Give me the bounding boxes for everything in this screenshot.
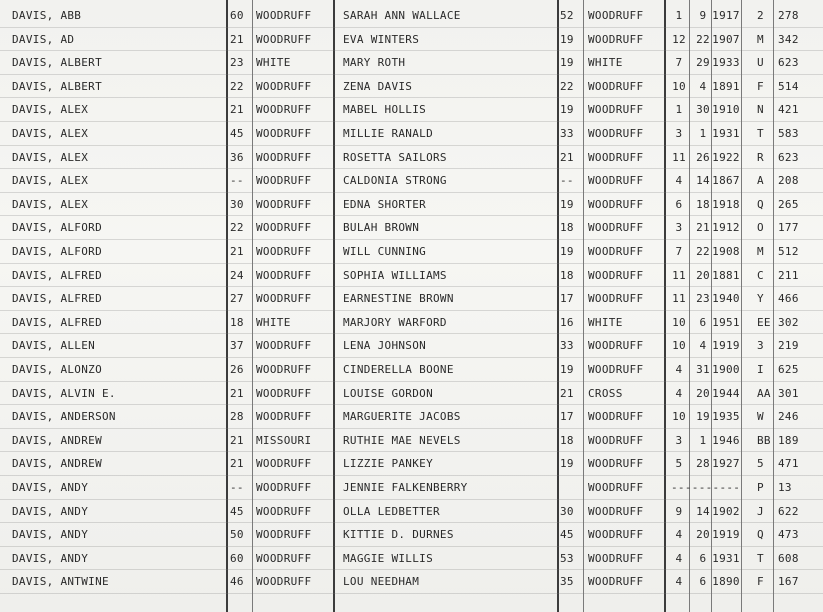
bride-residence: WOODRUFF bbox=[588, 197, 644, 211]
bride-name: LOUISE GORDON bbox=[343, 386, 433, 400]
groom-age: 24 bbox=[230, 268, 244, 282]
table-row bbox=[0, 334, 823, 358]
table-row bbox=[0, 476, 823, 500]
marriage-year: 1890 bbox=[712, 575, 740, 589]
groom-age: 50 bbox=[230, 528, 244, 542]
book-letter: W bbox=[757, 410, 764, 424]
bride-residence: WOODRUFF bbox=[588, 245, 644, 258]
book-letter: 5 bbox=[757, 457, 764, 471]
book-letter: I bbox=[757, 363, 764, 376]
bride-age: 17 bbox=[560, 292, 574, 306]
groom-age: 21 bbox=[230, 103, 244, 117]
book-letter: AA bbox=[757, 386, 771, 400]
bride-name: BULAH BROWN bbox=[343, 221, 420, 235]
bride-residence: WOODRUFF bbox=[588, 339, 644, 353]
marriage-day: 30 bbox=[696, 103, 710, 117]
groom-residence: WOODRUFF bbox=[256, 127, 312, 140]
book-letter: J bbox=[757, 504, 764, 518]
marriage-year: 1922 bbox=[712, 150, 740, 164]
bride-age: 17 bbox=[560, 410, 574, 424]
bride-name: ZENA DAVIS bbox=[343, 79, 413, 93]
bride-residence: WOODRUFF bbox=[588, 433, 644, 447]
page-number: 608 bbox=[778, 551, 799, 565]
row-rule bbox=[0, 593, 823, 594]
table-row bbox=[0, 311, 823, 335]
groom-name: DAVIS, ANDREW bbox=[12, 457, 102, 471]
table-row bbox=[0, 287, 823, 311]
bride-age: 19 bbox=[560, 197, 574, 211]
bride-age: 45 bbox=[560, 528, 574, 542]
bride-age: 53 bbox=[560, 551, 574, 565]
bride-residence: WOODRUFF bbox=[588, 9, 644, 22]
marriage-day: 9 bbox=[699, 9, 707, 22]
groom-name: DAVIS, ALFRED bbox=[12, 315, 102, 329]
marriage-month: 11 bbox=[672, 150, 686, 164]
groom-name: DAVIS, ALEX bbox=[12, 127, 89, 140]
groom-age: 28 bbox=[230, 410, 244, 424]
marriage-day: 4 bbox=[699, 339, 707, 353]
groom-age: -- bbox=[230, 481, 244, 494]
groom-residence: WOODRUFF bbox=[256, 197, 312, 211]
page-number: 623 bbox=[778, 56, 799, 70]
marriage-month: 1 bbox=[675, 103, 683, 117]
marriage-year: 1946 bbox=[712, 433, 740, 447]
marriage-day: 4 bbox=[699, 79, 707, 93]
groom-name: DAVIS, ALONZO bbox=[12, 363, 102, 376]
marriage-month: 4 bbox=[675, 174, 683, 188]
groom-residence: WOODRUFF bbox=[256, 363, 312, 376]
marriage-day: 6 bbox=[699, 315, 707, 329]
marriage-month: 10 bbox=[672, 315, 686, 329]
book-letter: U bbox=[757, 56, 764, 70]
groom-residence: WOODRUFF bbox=[256, 150, 312, 164]
book-letter: F bbox=[757, 575, 764, 589]
bride-name: LENA JOHNSON bbox=[343, 339, 427, 353]
bride-residence: WOODRUFF bbox=[588, 221, 644, 235]
bride-residence: WOODRUFF bbox=[588, 103, 644, 117]
marriage-day: 22 bbox=[696, 245, 710, 258]
marriage-year: 1927 bbox=[712, 457, 740, 471]
marriage-day: 18 bbox=[696, 197, 710, 211]
marriage-day: 19 bbox=[696, 410, 710, 424]
groom-age: 22 bbox=[230, 79, 244, 93]
page-number: 514 bbox=[778, 79, 799, 93]
page-number: 189 bbox=[778, 433, 799, 447]
marriage-day: 21 bbox=[696, 221, 710, 235]
table-row bbox=[0, 405, 823, 429]
bride-name: MARY ROTH bbox=[343, 56, 406, 70]
book-letter: P bbox=[757, 481, 764, 494]
groom-name: DAVIS, ALEX bbox=[12, 103, 89, 117]
page-number: 208 bbox=[778, 174, 799, 188]
groom-age: 46 bbox=[230, 575, 244, 589]
groom-age: -- bbox=[230, 174, 244, 188]
groom-name: DAVIS, ALFRED bbox=[12, 268, 102, 282]
bride-name: SOPHIA WILLIAMS bbox=[343, 268, 447, 282]
marriage-month: ---------- bbox=[671, 481, 741, 494]
marriage-year: 1902 bbox=[712, 504, 740, 518]
groom-name: DAVIS, ALFORD bbox=[12, 245, 102, 258]
table-row bbox=[0, 4, 823, 28]
book-letter: Y bbox=[757, 292, 764, 306]
marriage-day: 6 bbox=[699, 575, 707, 589]
bride-residence: WOODRUFF bbox=[588, 292, 644, 306]
bride-name: EARNESTINE BROWN bbox=[343, 292, 454, 306]
bride-name: MARGUERITE JACOBS bbox=[343, 410, 461, 424]
groom-name: DAVIS, ANDREW bbox=[12, 433, 102, 447]
marriage-day: 23 bbox=[696, 292, 710, 306]
marriage-month: 12 bbox=[672, 32, 686, 46]
book-letter: M bbox=[757, 32, 764, 46]
table-row bbox=[0, 122, 823, 146]
bride-name: EVA WINTERS bbox=[343, 32, 420, 46]
marriage-day: 20 bbox=[696, 268, 710, 282]
marriage-year: 1919 bbox=[712, 528, 740, 542]
page-number: 625 bbox=[778, 363, 799, 376]
groom-age: 22 bbox=[230, 221, 244, 235]
bride-age: 18 bbox=[560, 221, 574, 235]
groom-name: DAVIS, ALEX bbox=[12, 174, 89, 188]
marriage-month: 11 bbox=[672, 268, 686, 282]
bride-name: LOU NEEDHAM bbox=[343, 575, 420, 589]
table-row bbox=[0, 264, 823, 288]
table-row bbox=[0, 51, 823, 75]
groom-residence: WOODRUFF bbox=[256, 268, 312, 282]
marriage-year: 1951 bbox=[712, 315, 740, 329]
bride-residence: WOODRUFF bbox=[588, 457, 644, 471]
marriage-month: 7 bbox=[675, 245, 683, 258]
marriage-month: 11 bbox=[672, 292, 686, 306]
groom-age: 36 bbox=[230, 150, 244, 164]
marriage-year: 1918 bbox=[712, 197, 740, 211]
groom-residence: WHITE bbox=[256, 315, 291, 329]
groom-name: DAVIS, ALFORD bbox=[12, 221, 102, 235]
groom-name: DAVIS, ABB bbox=[12, 9, 82, 22]
groom-age: 30 bbox=[230, 197, 244, 211]
bride-name: RUTHIE MAE NEVELS bbox=[343, 433, 461, 447]
page-number: 246 bbox=[778, 410, 799, 424]
book-letter: 3 bbox=[757, 339, 764, 353]
groom-age: 60 bbox=[230, 551, 244, 565]
bride-name: LIZZIE PANKEY bbox=[343, 457, 433, 471]
bride-residence: WOODRUFF bbox=[588, 127, 644, 140]
bride-name: CINDERELLA BOONE bbox=[343, 363, 454, 376]
book-letter: O bbox=[757, 221, 764, 235]
groom-residence: WOODRUFF bbox=[256, 174, 312, 188]
groom-name: DAVIS, ALBERT bbox=[12, 79, 102, 93]
marriage-day: 6 bbox=[699, 551, 707, 565]
marriage-year: 1900 bbox=[712, 363, 740, 376]
marriage-day: 31 bbox=[696, 363, 710, 376]
bride-age: 35 bbox=[560, 575, 574, 589]
bride-residence: WOODRUFF bbox=[588, 174, 644, 188]
bride-residence: CROSS bbox=[588, 386, 623, 400]
marriage-year: 1935 bbox=[712, 410, 740, 424]
bride-age: 19 bbox=[560, 103, 574, 117]
page-number: 302 bbox=[778, 315, 799, 329]
groom-residence: WOODRUFF bbox=[256, 457, 312, 471]
bride-residence: WOODRUFF bbox=[588, 32, 644, 46]
groom-residence: WOODRUFF bbox=[256, 575, 312, 589]
marriage-month: 3 bbox=[675, 127, 683, 140]
bride-age: 16 bbox=[560, 315, 574, 329]
groom-age: 21 bbox=[230, 386, 244, 400]
bride-name: KITTIE D. DURNES bbox=[343, 528, 454, 542]
bride-name: MILLIE RANALD bbox=[343, 127, 433, 140]
table-row bbox=[0, 146, 823, 170]
bride-age: 19 bbox=[560, 32, 574, 46]
page-number: 177 bbox=[778, 221, 799, 235]
groom-name: DAVIS, ALVIN E. bbox=[12, 386, 116, 400]
bride-name: ROSETTA SAILORS bbox=[343, 150, 447, 164]
groom-residence: WHITE bbox=[256, 56, 291, 70]
bride-age: 19 bbox=[560, 56, 574, 70]
groom-age: 21 bbox=[230, 457, 244, 471]
groom-age: 26 bbox=[230, 363, 244, 376]
groom-age: 45 bbox=[230, 127, 244, 140]
bride-age: 18 bbox=[560, 433, 574, 447]
page-number: 13 bbox=[778, 481, 792, 494]
groom-residence: WOODRUFF bbox=[256, 245, 312, 258]
table-row bbox=[0, 500, 823, 524]
table-row bbox=[0, 169, 823, 193]
bride-residence: WOODRUFF bbox=[588, 268, 644, 282]
bride-residence: WOODRUFF bbox=[588, 481, 644, 494]
marriage-year: 1891 bbox=[712, 79, 740, 93]
bride-residence: WOODRUFF bbox=[588, 575, 644, 589]
page-number: 466 bbox=[778, 292, 799, 306]
bride-age: 19 bbox=[560, 245, 574, 258]
bride-name: MARJORY WARFORD bbox=[343, 315, 447, 329]
marriage-year: 1910 bbox=[712, 103, 740, 117]
table-row bbox=[0, 523, 823, 547]
marriage-month: 7 bbox=[675, 56, 683, 70]
groom-residence: WOODRUFF bbox=[256, 339, 312, 353]
marriage-day: 1 bbox=[699, 433, 707, 447]
groom-name: DAVIS, ALLEN bbox=[12, 339, 96, 353]
groom-residence: WOODRUFF bbox=[256, 481, 312, 494]
bride-age: 33 bbox=[560, 127, 574, 140]
book-letter: T bbox=[757, 551, 764, 565]
bride-age: 19 bbox=[560, 363, 574, 376]
book-letter: 2 bbox=[757, 9, 764, 22]
marriage-year: 1912 bbox=[712, 221, 740, 235]
marriage-year: 1933 bbox=[712, 56, 740, 70]
bride-name: OLLA LEDBETTER bbox=[343, 504, 440, 518]
bride-residence: WOODRUFF bbox=[588, 363, 644, 376]
book-letter: N bbox=[757, 103, 764, 117]
table-row bbox=[0, 28, 823, 52]
groom-residence: MISSOURI bbox=[256, 433, 312, 447]
bride-name: EDNA SHORTER bbox=[343, 197, 427, 211]
marriage-day: 22 bbox=[696, 32, 710, 46]
groom-age: 27 bbox=[230, 292, 244, 306]
bride-residence: WOODRUFF bbox=[588, 410, 644, 424]
groom-name: DAVIS, AD bbox=[12, 32, 75, 46]
bride-age: 30 bbox=[560, 504, 574, 518]
groom-residence: WOODRUFF bbox=[256, 504, 312, 518]
groom-name: DAVIS, ALFRED bbox=[12, 292, 102, 306]
book-letter: M bbox=[757, 245, 764, 258]
bride-age: -- bbox=[560, 174, 574, 188]
groom-age: 21 bbox=[230, 245, 244, 258]
marriage-day: 20 bbox=[696, 386, 710, 400]
marriage-day: 20 bbox=[696, 528, 710, 542]
marriage-year: 1907 bbox=[712, 32, 740, 46]
groom-age: 18 bbox=[230, 315, 244, 329]
table-row bbox=[0, 358, 823, 382]
table-row bbox=[0, 216, 823, 240]
table-row bbox=[0, 382, 823, 406]
groom-age: 60 bbox=[230, 9, 244, 22]
marriage-month: 1 bbox=[675, 9, 683, 22]
marriage-year: 1908 bbox=[712, 245, 740, 258]
bride-residence: WHITE bbox=[588, 56, 623, 70]
marriage-month: 3 bbox=[675, 433, 683, 447]
groom-residence: WOODRUFF bbox=[256, 292, 312, 306]
groom-residence: WOODRUFF bbox=[256, 103, 312, 117]
marriage-year: 1931 bbox=[712, 551, 740, 565]
marriage-day: 29 bbox=[696, 56, 710, 70]
book-letter: F bbox=[757, 79, 764, 93]
table-row bbox=[0, 240, 823, 264]
bride-age: 22 bbox=[560, 79, 574, 93]
groom-residence: WOODRUFF bbox=[256, 528, 312, 542]
groom-residence: WOODRUFF bbox=[256, 9, 312, 22]
table-row bbox=[0, 429, 823, 453]
marriage-month: 5 bbox=[675, 457, 683, 471]
table-row bbox=[0, 570, 823, 594]
table-row bbox=[0, 75, 823, 99]
groom-name: DAVIS, ANDY bbox=[12, 481, 89, 494]
groom-age: 37 bbox=[230, 339, 244, 353]
groom-name: DAVIS, ALEX bbox=[12, 197, 89, 211]
marriage-year: 1944 bbox=[712, 386, 740, 400]
table-row bbox=[0, 547, 823, 571]
bride-residence: WOODRUFF bbox=[588, 150, 644, 164]
marriage-month: 3 bbox=[675, 221, 683, 235]
page-number: 265 bbox=[778, 197, 799, 211]
book-letter: R bbox=[757, 150, 764, 164]
book-letter: C bbox=[757, 268, 764, 282]
marriage-day: 26 bbox=[696, 150, 710, 164]
marriage-year: 1867 bbox=[712, 174, 740, 188]
marriage-year: 1917 bbox=[712, 9, 740, 22]
page-number: 421 bbox=[778, 103, 799, 117]
groom-name: DAVIS, ANDERSON bbox=[12, 410, 116, 424]
groom-age: 21 bbox=[230, 32, 244, 46]
marriage-month: 10 bbox=[672, 79, 686, 93]
book-letter: Q bbox=[757, 197, 764, 211]
bride-residence: WOODRUFF bbox=[588, 551, 644, 565]
marriage-month: 4 bbox=[675, 363, 683, 376]
book-letter: BB bbox=[757, 433, 771, 447]
page-number: 211 bbox=[778, 268, 799, 282]
marriage-day: 28 bbox=[696, 457, 710, 471]
bride-residence: WHITE bbox=[588, 315, 623, 329]
marriage-year: 1919 bbox=[712, 339, 740, 353]
marriage-month: 4 bbox=[675, 575, 683, 589]
table-row bbox=[0, 452, 823, 476]
bride-age: 52 bbox=[560, 9, 574, 22]
marriage-month: 4 bbox=[675, 528, 683, 542]
marriage-month: 10 bbox=[672, 410, 686, 424]
book-letter: T bbox=[757, 127, 764, 140]
groom-residence: WOODRUFF bbox=[256, 32, 312, 46]
table-row bbox=[0, 98, 823, 122]
bride-age: 21 bbox=[560, 386, 574, 400]
groom-name: DAVIS, ANDY bbox=[12, 504, 89, 518]
book-letter: EE bbox=[757, 315, 771, 329]
bride-name: CALDONIA STRONG bbox=[343, 174, 447, 188]
groom-residence: WOODRUFF bbox=[256, 551, 312, 565]
marriage-day: 14 bbox=[696, 174, 710, 188]
page-number: 167 bbox=[778, 575, 799, 589]
page-number: 583 bbox=[778, 127, 799, 140]
page-number: 471 bbox=[778, 457, 799, 471]
page-number: 301 bbox=[778, 386, 799, 400]
groom-name: DAVIS, ANDY bbox=[12, 528, 89, 542]
groom-name: DAVIS, ANTWINE bbox=[12, 575, 109, 589]
marriage-year: 1931 bbox=[712, 127, 740, 140]
marriage-year: 1881 bbox=[712, 268, 740, 282]
bride-name: SARAH ANN WALLACE bbox=[343, 9, 461, 22]
bride-name: JENNIE FALKENBERRY bbox=[343, 481, 468, 494]
page-number: 512 bbox=[778, 245, 799, 258]
book-letter: Q bbox=[757, 528, 764, 542]
page-number: 342 bbox=[778, 32, 799, 46]
page-number: 278 bbox=[778, 9, 799, 22]
bride-name: MABEL HOLLIS bbox=[343, 103, 427, 117]
groom-name: DAVIS, ANDY bbox=[12, 551, 89, 565]
marriage-month: 10 bbox=[672, 339, 686, 353]
bride-name: MAGGIE WILLIS bbox=[343, 551, 433, 565]
bride-age: 33 bbox=[560, 339, 574, 353]
marriage-month: 4 bbox=[675, 386, 683, 400]
groom-residence: WOODRUFF bbox=[256, 221, 312, 235]
page-number: 622 bbox=[778, 504, 799, 518]
groom-name: DAVIS, ALEX bbox=[12, 150, 89, 164]
marriage-month: 9 bbox=[675, 504, 683, 518]
marriage-day: 1 bbox=[699, 127, 707, 140]
bride-age: 19 bbox=[560, 457, 574, 471]
groom-age: 21 bbox=[230, 433, 244, 447]
marriage-month: 4 bbox=[675, 551, 683, 565]
groom-residence: WOODRUFF bbox=[256, 79, 312, 93]
book-letter: A bbox=[757, 174, 764, 188]
groom-name: DAVIS, ALBERT bbox=[12, 56, 102, 70]
page-number: 219 bbox=[778, 339, 799, 353]
bride-age: 21 bbox=[560, 150, 574, 164]
page-number: 623 bbox=[778, 150, 799, 164]
groom-residence: WOODRUFF bbox=[256, 386, 312, 400]
marriage-day: 14 bbox=[696, 504, 710, 518]
groom-age: 23 bbox=[230, 56, 244, 70]
bride-residence: WOODRUFF bbox=[588, 79, 644, 93]
bride-residence: WOODRUFF bbox=[588, 528, 644, 542]
bride-residence: WOODRUFF bbox=[588, 504, 644, 518]
bride-name: WILL CUNNING bbox=[343, 245, 427, 258]
bride-age: 18 bbox=[560, 268, 574, 282]
groom-residence: WOODRUFF bbox=[256, 410, 312, 424]
marriage-year: 1940 bbox=[712, 292, 740, 306]
marriage-month: 6 bbox=[675, 197, 683, 211]
page-number: 473 bbox=[778, 528, 799, 542]
table-row bbox=[0, 193, 823, 217]
groom-age: 45 bbox=[230, 504, 244, 518]
